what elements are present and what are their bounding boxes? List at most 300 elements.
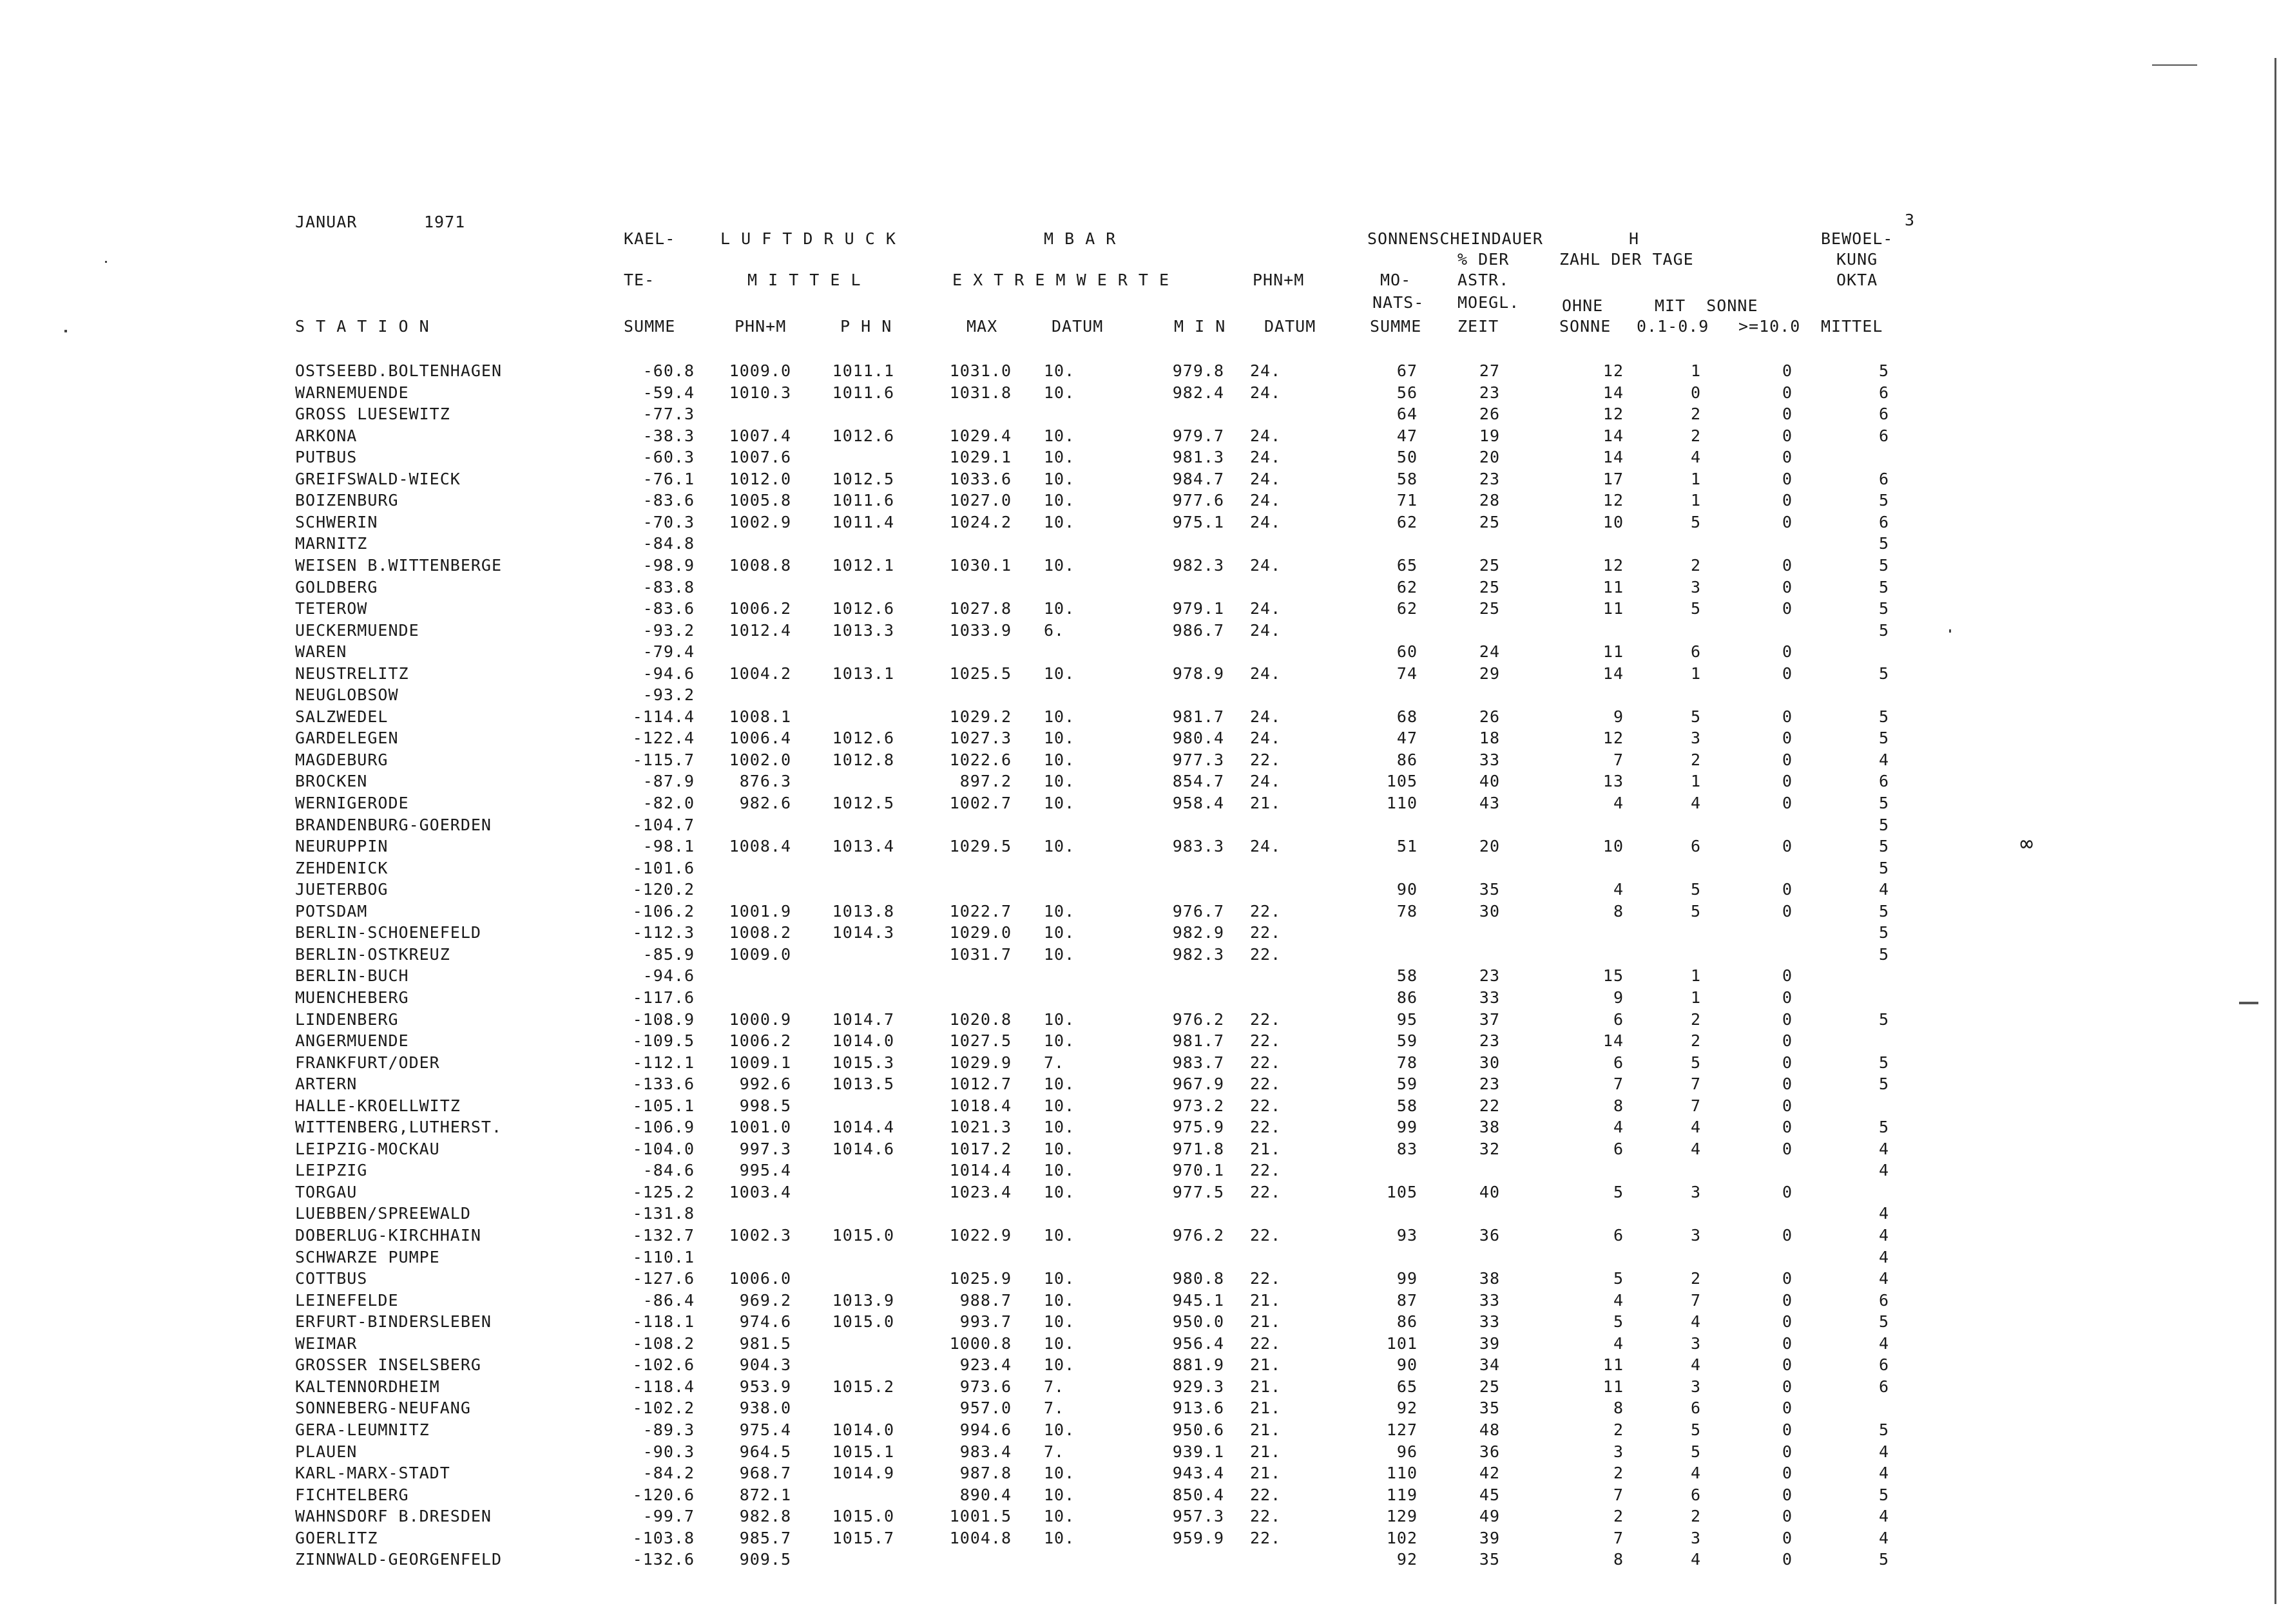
- station-name: GOERLITZ: [295, 1529, 378, 1547]
- cell-datum_max: 10.: [1044, 1096, 1075, 1115]
- cell-phnm: 1006.4: [729, 729, 791, 747]
- cell-max: 1029.2: [949, 707, 1012, 726]
- cell-bew: 4: [1878, 1161, 1889, 1180]
- cell-bew: 5: [1878, 599, 1889, 618]
- cell-ohne: 2: [1613, 1464, 1624, 1482]
- table-row: [0, 534, 2279, 555]
- cell-kaelte: -84.6: [642, 1161, 695, 1180]
- cell-datum_min: 21.: [1250, 1355, 1282, 1374]
- cell-phnm: 1012.0: [729, 470, 791, 488]
- cell-min: 976.2: [1172, 1010, 1224, 1029]
- cell-phn: 1015.0: [832, 1226, 894, 1245]
- cell-min: 854.7: [1172, 772, 1224, 790]
- cell-min: 982.3: [1172, 556, 1224, 575]
- cell-max: 957.0: [959, 1399, 1012, 1417]
- cell-phnm: 1007.4: [729, 426, 791, 445]
- station-name: LEINEFELDE: [295, 1291, 399, 1310]
- cell-pct: 37: [1479, 1010, 1500, 1029]
- cell-r2: 0: [1782, 1355, 1793, 1374]
- cell-min: 950.6: [1172, 1420, 1224, 1439]
- cell-kaelte: -60.8: [642, 361, 695, 380]
- station-name: HALLE-KROELLWITZ: [295, 1096, 461, 1115]
- cell-bew: 4: [1878, 1442, 1889, 1461]
- cell-bew: 5: [1878, 794, 1889, 812]
- table-row: [0, 1550, 2279, 1571]
- cell-datum_max: 10.: [1044, 772, 1075, 790]
- table-row: [0, 513, 2279, 534]
- cell-max: 1027.5: [949, 1031, 1012, 1050]
- cell-kaelte: -98.9: [642, 556, 695, 575]
- cell-max: 1022.7: [949, 902, 1012, 921]
- cell-datum_min: 24.: [1250, 448, 1282, 466]
- cell-summe: 99: [1396, 1118, 1418, 1136]
- station-name: MARNITZ: [295, 534, 368, 553]
- cell-min: 971.8: [1172, 1140, 1224, 1158]
- cell-phnm: 1009.1: [729, 1053, 791, 1072]
- cell-ohne: 5: [1613, 1183, 1624, 1201]
- cell-max: 1014.4: [949, 1161, 1012, 1180]
- cell-kaelte: -93.2: [642, 685, 695, 704]
- cell-max: 1024.2: [949, 513, 1012, 531]
- cell-kaelte: -101.6: [632, 859, 695, 877]
- cell-bew: 5: [1878, 837, 1889, 855]
- station-name: MUENCHEBERG: [295, 988, 409, 1007]
- cell-datum_max: 10.: [1044, 1334, 1075, 1353]
- cell-max: 1012.7: [949, 1075, 1012, 1093]
- table-row: [0, 1507, 2279, 1528]
- cell-r1: 6: [1690, 1399, 1701, 1417]
- cell-datum_min: 24.: [1250, 426, 1282, 445]
- cell-ohne: 9: [1613, 707, 1624, 726]
- cell-ohne: 4: [1613, 880, 1624, 899]
- cell-phn: 1015.7: [832, 1529, 894, 1547]
- cell-datum_min: 24.: [1250, 383, 1282, 402]
- cell-phnm: 985.7: [739, 1529, 791, 1547]
- cell-kaelte: -106.2: [632, 902, 695, 921]
- cell-bew: 5: [1878, 1485, 1889, 1504]
- header-datum-min: DATUM: [1264, 317, 1316, 336]
- cell-datum_min: 22.: [1250, 750, 1282, 769]
- cell-kaelte: -120.2: [632, 880, 695, 899]
- cell-summe: 60: [1396, 642, 1418, 661]
- cell-summe: 105: [1386, 1183, 1418, 1201]
- cell-ohne: 7: [1613, 1529, 1624, 1547]
- cell-datum_min: 22.: [1250, 1269, 1282, 1288]
- cell-r1: 2: [1690, 426, 1701, 445]
- cell-ohne: 4: [1613, 1334, 1624, 1353]
- cell-datum_max: 10.: [1044, 1312, 1075, 1331]
- table-row: [0, 794, 2279, 815]
- header-sonnenschein-unit: H: [1629, 229, 1640, 248]
- cell-bew: 6: [1878, 383, 1889, 402]
- cell-r1: 4: [1690, 448, 1701, 466]
- station-name: BERLIN-SCHOENEFELD: [295, 923, 481, 942]
- station-name: BRANDENBURG-GOERDEN: [295, 816, 492, 834]
- cell-pct: 22: [1479, 1096, 1500, 1115]
- cell-max: 1029.1: [949, 448, 1012, 466]
- cell-kaelte: -105.1: [632, 1096, 695, 1115]
- cell-phnm: 997.3: [739, 1140, 791, 1158]
- cell-bew: 4: [1878, 1269, 1889, 1288]
- cell-r1: 1: [1690, 491, 1701, 510]
- cell-summe: 59: [1396, 1075, 1418, 1093]
- cell-kaelte: -117.6: [632, 988, 695, 1007]
- cell-r2: 0: [1782, 1031, 1793, 1050]
- header-bewoel-1: BEWOEL-: [1821, 229, 1894, 248]
- cell-summe: 47: [1396, 426, 1418, 445]
- cell-r1: 2: [1690, 1507, 1701, 1525]
- cell-r1: 5: [1690, 1053, 1701, 1072]
- station-name: MAGDEBURG: [295, 750, 389, 769]
- station-name: ERFURT-BINDERSLEBEN: [295, 1312, 492, 1331]
- cell-r2: 0: [1782, 1075, 1793, 1093]
- cell-phnm: 995.4: [739, 1161, 791, 1180]
- station-name: POTSDAM: [295, 902, 368, 921]
- cell-pct: 29: [1479, 664, 1500, 683]
- cell-phnm: 1009.0: [729, 361, 791, 380]
- station-name: BROCKEN: [295, 772, 368, 790]
- cell-phnm: 938.0: [739, 1399, 791, 1417]
- cell-phn: 1014.6: [832, 1140, 894, 1158]
- cell-bew: 4: [1878, 880, 1889, 899]
- cell-r1: 3: [1690, 729, 1701, 747]
- header-extremwerte-title: E X T R E M W E R T E: [952, 271, 1170, 289]
- cell-phnm: 1003.4: [729, 1183, 791, 1201]
- cell-summe: 71: [1396, 491, 1418, 510]
- cell-datum_max: 10.: [1044, 837, 1075, 855]
- cell-datum_max: 10.: [1044, 470, 1075, 488]
- cell-pct: 36: [1479, 1226, 1500, 1245]
- cell-r2: 0: [1782, 1550, 1793, 1569]
- cell-bew: 5: [1878, 729, 1889, 747]
- table-row: [0, 361, 2279, 383]
- cell-phn: 1013.4: [832, 837, 894, 855]
- cell-datum_max: 10.: [1044, 599, 1075, 618]
- cell-phnm: 1010.3: [729, 383, 791, 402]
- cell-datum_max: 10.: [1044, 707, 1075, 726]
- cell-summe: 58: [1396, 1096, 1418, 1115]
- table-row: [0, 1312, 2279, 1333]
- cell-kaelte: -114.4: [632, 707, 695, 726]
- station-name: WITTENBERG,LUTHERST.: [295, 1118, 503, 1136]
- cell-r2: 0: [1782, 880, 1793, 899]
- cell-datum_max: 10.: [1044, 1529, 1075, 1547]
- cell-ohne: 12: [1602, 405, 1624, 423]
- table-row: [0, 1464, 2279, 1485]
- cell-datum_min: 22.: [1250, 1226, 1282, 1245]
- cell-phnm: 876.3: [739, 772, 791, 790]
- cell-phnm: 982.8: [739, 1507, 791, 1525]
- station-name: FRANKFURT/ODER: [295, 1053, 440, 1072]
- table-row: [0, 1118, 2279, 1139]
- cell-kaelte: -108.2: [632, 1334, 695, 1353]
- cell-r1: 5: [1690, 902, 1701, 921]
- cell-r1: 1: [1690, 966, 1701, 985]
- cell-r1: 5: [1690, 1442, 1701, 1461]
- cell-kaelte: -133.6: [632, 1075, 695, 1093]
- cell-datum_min: 24.: [1250, 837, 1282, 855]
- cell-bew: 5: [1878, 1420, 1889, 1439]
- cell-ohne: 6: [1613, 1140, 1624, 1158]
- cell-datum_max: 10.: [1044, 448, 1075, 466]
- year-label: 1971: [424, 213, 466, 231]
- cell-pct: 39: [1479, 1529, 1500, 1547]
- cell-r2: 0: [1782, 1377, 1793, 1396]
- station-name: GARDELEGEN: [295, 729, 399, 747]
- cell-phnm: 904.3: [739, 1355, 791, 1374]
- cell-r2: 0: [1782, 513, 1793, 531]
- cell-phnm: 968.7: [739, 1464, 791, 1482]
- cell-min: 986.7: [1172, 621, 1224, 640]
- cell-r2: 0: [1782, 578, 1793, 597]
- header-max: MAX: [966, 317, 998, 336]
- cell-phnm: 872.1: [739, 1485, 791, 1504]
- cell-datum_min: 24.: [1250, 772, 1282, 790]
- cell-bew: 5: [1878, 816, 1889, 834]
- cell-kaelte: -94.6: [642, 966, 695, 985]
- cell-kaelte: -108.9: [632, 1010, 695, 1029]
- table-row: [0, 1204, 2279, 1225]
- cell-phn: 1015.0: [832, 1312, 894, 1331]
- cell-ohne: 15: [1602, 966, 1624, 985]
- station-name: GOLDBERG: [295, 578, 378, 597]
- cell-summe: 59: [1396, 1031, 1418, 1050]
- cell-r2: 0: [1782, 750, 1793, 769]
- header-range-2: >=10.0: [1738, 317, 1801, 336]
- cell-pct: 23: [1479, 383, 1500, 402]
- cell-datum_max: 10.: [1044, 1485, 1075, 1504]
- header-mbar-title: M B A R: [1044, 229, 1117, 248]
- header-mittel-title: M I T T E L: [747, 271, 861, 289]
- cell-datum_max: 10.: [1044, 664, 1075, 683]
- cell-kaelte: -102.6: [632, 1355, 695, 1374]
- cell-datum_max: 10.: [1044, 750, 1075, 769]
- cell-min: 967.9: [1172, 1075, 1224, 1093]
- cell-ohne: 2: [1613, 1507, 1624, 1525]
- cell-pct: 25: [1479, 578, 1500, 597]
- table-row: [0, 1377, 2279, 1399]
- header-phn: P H N: [840, 317, 892, 336]
- cell-bew: 5: [1878, 1010, 1889, 1029]
- cell-kaelte: -125.2: [632, 1183, 695, 1201]
- cell-min: 929.3: [1172, 1377, 1224, 1396]
- station-name: DOBERLUG-KIRCHHAIN: [295, 1226, 481, 1245]
- cell-r2: 0: [1782, 1399, 1793, 1417]
- cell-phnm: 975.4: [739, 1420, 791, 1439]
- cell-summe: 105: [1386, 772, 1418, 790]
- cell-bew: 6: [1878, 772, 1889, 790]
- cell-datum_min: 22.: [1250, 945, 1282, 964]
- cell-ohne: 5: [1613, 1312, 1624, 1331]
- cell-datum_min: 22.: [1250, 1118, 1282, 1136]
- table-row: [0, 923, 2279, 944]
- month-label: JANUAR: [295, 213, 358, 231]
- cell-kaelte: -90.3: [642, 1442, 695, 1461]
- cell-pct: 18: [1479, 729, 1500, 747]
- cell-datum_max: 6.: [1044, 621, 1065, 640]
- cell-min: 956.4: [1172, 1334, 1224, 1353]
- cell-pct: 39: [1479, 1334, 1500, 1353]
- cell-datum_min: 24.: [1250, 599, 1282, 618]
- cell-kaelte: -102.2: [632, 1399, 695, 1417]
- cell-max: 1031.7: [949, 945, 1012, 964]
- cell-kaelte: -83.6: [642, 491, 695, 510]
- cell-r2: 0: [1782, 1291, 1793, 1310]
- station-name: WAREN: [295, 642, 347, 661]
- table-row: [0, 1529, 2279, 1550]
- station-name: WEIMAR: [295, 1334, 358, 1353]
- cell-r2: 0: [1782, 448, 1793, 466]
- cell-r1: 1: [1690, 772, 1701, 790]
- station-name: OSTSEEBD.BOLTENHAGEN: [295, 361, 503, 380]
- station-name: LINDENBERG: [295, 1010, 399, 1029]
- cell-datum_min: 21.: [1250, 1377, 1282, 1396]
- cell-datum_max: 10.: [1044, 729, 1075, 747]
- cell-ohne: 6: [1613, 1053, 1624, 1072]
- cell-r2: 0: [1782, 599, 1793, 618]
- station-name: BOIZENBURG: [295, 491, 399, 510]
- cell-phnm: 1004.2: [729, 664, 791, 683]
- cell-ohne: 8: [1613, 1096, 1624, 1115]
- cell-phn: 1011.6: [832, 491, 894, 510]
- cell-datum_min: 21.: [1250, 1140, 1282, 1158]
- cell-r1: 6: [1690, 642, 1701, 661]
- cell-max: 1020.8: [949, 1010, 1012, 1029]
- scan-edge-mark: [2152, 64, 2197, 66]
- table-row: [0, 1183, 2279, 1204]
- cell-pct: 35: [1479, 880, 1500, 899]
- cell-datum_max: 10.: [1044, 556, 1075, 575]
- cell-summe: 64: [1396, 405, 1418, 423]
- cell-phnm: 1000.9: [729, 1010, 791, 1029]
- cell-r2: 0: [1782, 426, 1793, 445]
- cell-r2: 0: [1782, 470, 1793, 488]
- cell-summe: 95: [1396, 1010, 1418, 1029]
- cell-min: 980.4: [1172, 729, 1224, 747]
- cell-phnm: 964.5: [739, 1442, 791, 1461]
- table-row: [0, 1442, 2279, 1464]
- cell-phnm: 1006.2: [729, 1031, 791, 1050]
- cell-bew: 6: [1878, 426, 1889, 445]
- cell-bew: 5: [1878, 859, 1889, 877]
- cell-ohne: 12: [1602, 361, 1624, 380]
- cell-max: 1031.8: [949, 383, 1012, 402]
- cell-pct: 19: [1479, 426, 1500, 445]
- cell-phn: 1012.8: [832, 750, 894, 769]
- cell-r1: 3: [1690, 1334, 1701, 1353]
- cell-datum_min: 24.: [1250, 729, 1282, 747]
- cell-summe: 119: [1386, 1485, 1418, 1504]
- cell-r2: 0: [1782, 1096, 1793, 1115]
- cell-r1: 3: [1690, 578, 1701, 597]
- cell-kaelte: -103.8: [632, 1529, 695, 1547]
- cell-bew: 6: [1878, 1355, 1889, 1374]
- cell-max: 1029.5: [949, 837, 1012, 855]
- scan-edge-line: [2274, 58, 2276, 1604]
- cell-pct: 33: [1479, 988, 1500, 1007]
- cell-bew: 5: [1878, 1053, 1889, 1072]
- station-name: WEISEN B.WITTENBERGE: [295, 556, 503, 575]
- cell-kaelte: -112.1: [632, 1053, 695, 1072]
- cell-max: 1021.3: [949, 1118, 1012, 1136]
- cell-max: 983.4: [959, 1442, 1012, 1461]
- station-name: TETEROW: [295, 599, 368, 618]
- cell-bew: 4: [1878, 1334, 1889, 1353]
- station-name: UECKERMUENDE: [295, 621, 419, 640]
- table-row: [0, 578, 2279, 599]
- cell-ohne: 11: [1602, 599, 1624, 618]
- cell-min: 983.3: [1172, 837, 1224, 855]
- table-row: [0, 1140, 2279, 1161]
- cell-bew: 6: [1878, 1377, 1889, 1396]
- cell-phnm: 1008.4: [729, 837, 791, 855]
- scan-speck: [64, 330, 67, 332]
- cell-max: 1030.1: [949, 556, 1012, 575]
- cell-datum_min: 22.: [1250, 1075, 1282, 1093]
- table-row: [0, 470, 2279, 491]
- cell-summe: 68: [1396, 707, 1418, 726]
- cell-max: 897.2: [959, 772, 1012, 790]
- cell-phn: 1013.9: [832, 1291, 894, 1310]
- cell-summe: 67: [1396, 361, 1418, 380]
- cell-datum_max: 10.: [1044, 383, 1075, 402]
- station-name: NEURUPPIN: [295, 837, 389, 855]
- cell-kaelte: -60.3: [642, 448, 695, 466]
- cell-r1: 5: [1690, 599, 1701, 618]
- cell-phnm: 974.6: [739, 1312, 791, 1331]
- header-phn-m-extreme: PHN+M: [1253, 271, 1305, 289]
- cell-summe: 56: [1396, 383, 1418, 402]
- table-row: [0, 1031, 2279, 1053]
- cell-min: 979.7: [1172, 426, 1224, 445]
- table-row: [0, 837, 2279, 858]
- station-name: WAHNSDORF B.DRESDEN: [295, 1507, 492, 1525]
- cell-phn: 1012.5: [832, 470, 894, 488]
- cell-r1: 2: [1690, 1031, 1701, 1050]
- cell-pct: 32: [1479, 1140, 1500, 1158]
- cell-datum_max: 10.: [1044, 1075, 1075, 1093]
- cell-kaelte: -98.1: [642, 837, 695, 855]
- cell-phn: 1014.0: [832, 1031, 894, 1050]
- cell-pct: 33: [1479, 1291, 1500, 1310]
- cell-ohne: 8: [1613, 1550, 1624, 1569]
- cell-summe: 86: [1396, 988, 1418, 1007]
- cell-summe: 86: [1396, 1312, 1418, 1331]
- cell-datum_min: 22.: [1250, 1031, 1282, 1050]
- cell-summe: 86: [1396, 750, 1418, 769]
- cell-min: 881.9: [1172, 1355, 1224, 1374]
- cell-phnm: 982.6: [739, 794, 791, 812]
- scan-speck: [105, 261, 107, 263]
- cell-ohne: 11: [1602, 1377, 1624, 1396]
- cell-max: 993.7: [959, 1312, 1012, 1331]
- station-name: SCHWARZE PUMPE: [295, 1248, 440, 1266]
- table-row: [0, 1053, 2279, 1075]
- station-name: JUETERBOG: [295, 880, 389, 899]
- cell-phnm: 1002.9: [729, 513, 791, 531]
- cell-ohne: 10: [1602, 837, 1624, 855]
- cell-bew: 5: [1878, 664, 1889, 683]
- station-name: GROSS LUESEWITZ: [295, 405, 450, 423]
- cell-datum_min: 21.: [1250, 1312, 1282, 1331]
- cell-datum_max: 10.: [1044, 491, 1075, 510]
- station-name: PUTBUS: [295, 448, 358, 466]
- cell-phnm: 969.2: [739, 1291, 791, 1310]
- cell-summe: 65: [1396, 1377, 1418, 1396]
- cell-max: 1029.4: [949, 426, 1012, 445]
- cell-phn: 1014.4: [832, 1118, 894, 1136]
- table-row: [0, 772, 2279, 793]
